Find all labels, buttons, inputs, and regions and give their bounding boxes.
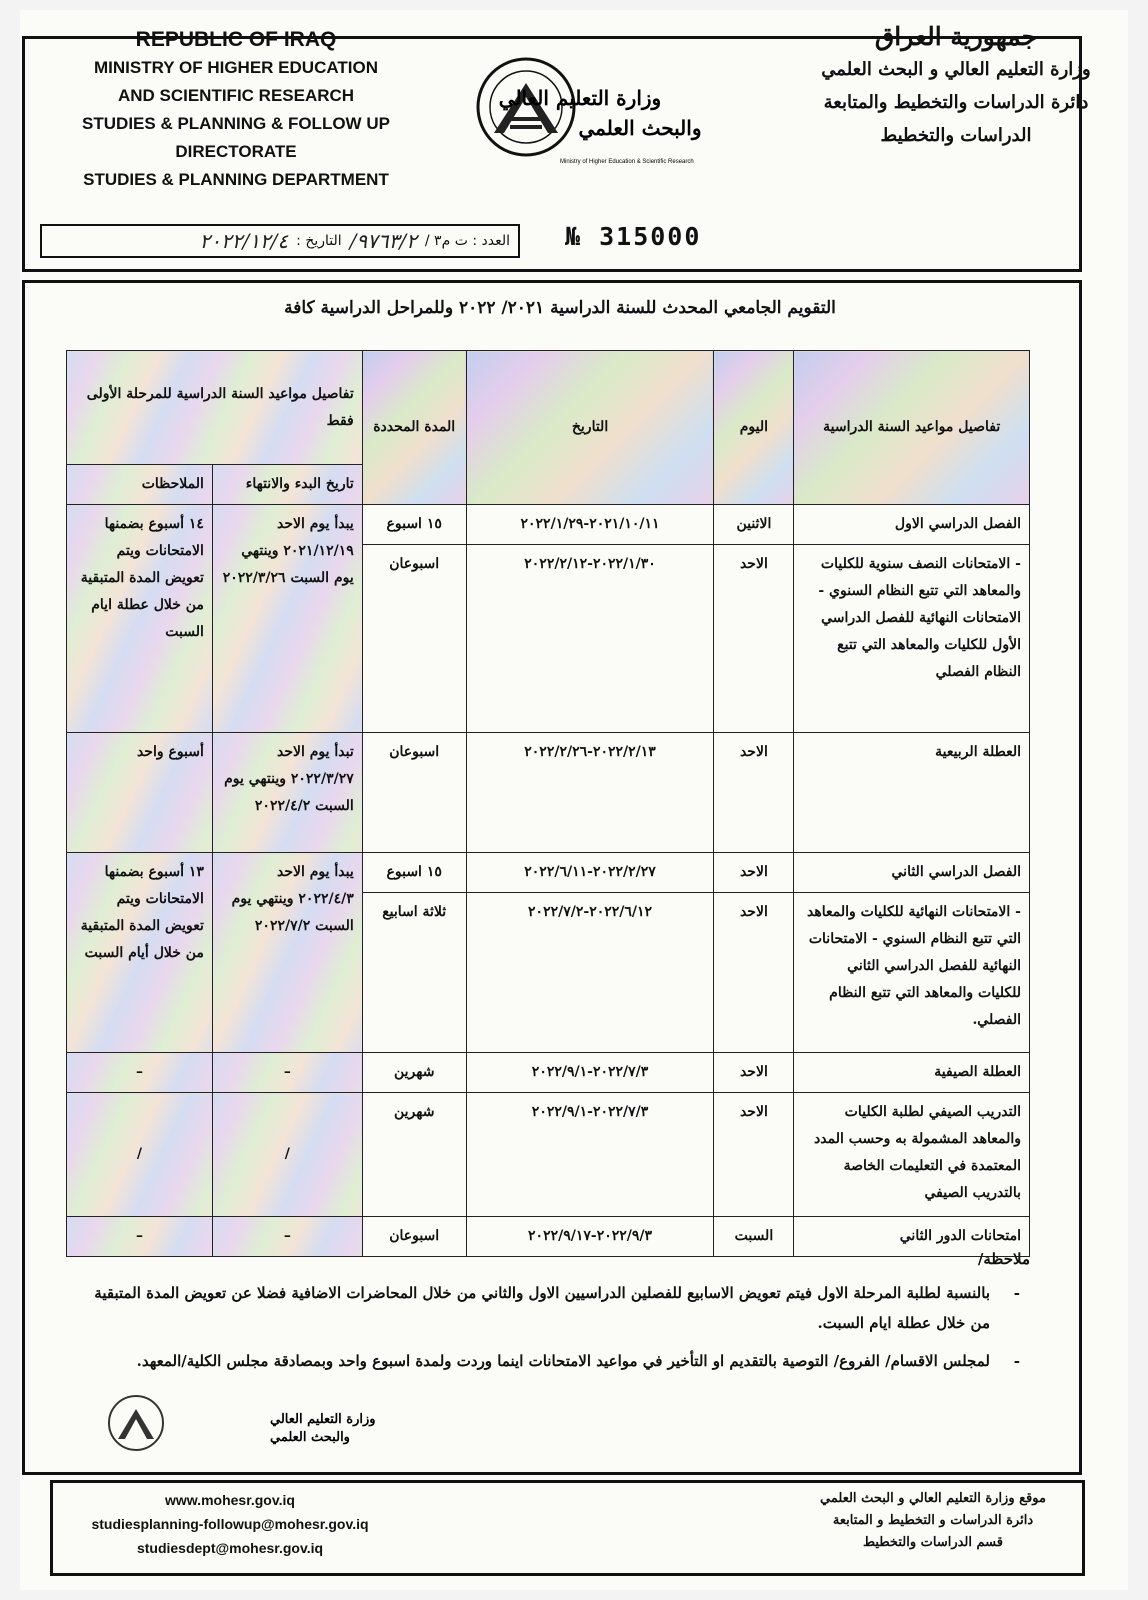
serial-number: № 315000	[565, 222, 702, 251]
cell-start-end: /	[212, 1093, 362, 1217]
country-name-ar: جمهورية العراق	[874, 22, 1038, 51]
ministry-name-line1: MINISTRY OF HIGHER EDUCATION	[94, 58, 378, 77]
note-text: بالنسبة لطلبة المرحلة الاول فيتم تعويض الاسابيع للفصلين الدراسيين الاول والثاني من خلال المحاضرات الاضافية فضلا عن تعويض المدة المتبقية من خلال عطلة ايام السبت.	[94, 1284, 990, 1332]
cell-remarks: –	[67, 1217, 213, 1257]
stamp-text-ar1: وزارة التعليم العالي	[270, 1412, 376, 1427]
table-row	[67, 733, 1030, 853]
cell-date: ٢٠٢٢/٧/٣-٢٠٢٢/٩/١	[466, 1053, 714, 1093]
table-row	[67, 1053, 1030, 1093]
cell-duration: ١٥ اسبوع	[362, 505, 466, 545]
header-remarks: الملاحظات	[67, 465, 213, 505]
bullet-dash: -	[1013, 1352, 1020, 1370]
cell-start-end: –	[212, 1053, 362, 1093]
logo-text-en: Ministry of Higher Education & Scientific Research	[560, 159, 694, 165]
cell-date: ٢٠٢٢/٦/١٢-٢٠٢٢/٧/٢	[466, 893, 714, 1053]
cell-start-end: يبدأ يوم الاحد ٢٠٢١/١٢/١٩ وينتهي يوم السبت ٢٠٢٢/٣/٢٦	[212, 505, 362, 733]
ref-date: ٢٠٢٢/١٢/٤	[199, 229, 289, 253]
cell-remarks: أسبوع واحد	[67, 733, 213, 853]
header-start-end: تاريخ البدء والانتهاء	[212, 465, 362, 505]
header-details: تفاصيل مواعيد السنة الدراسية	[794, 351, 1030, 505]
date-label: التاريخ :	[296, 233, 342, 249]
stamp-text-ar2: والبحث العلمي	[270, 1430, 350, 1445]
cell-day: الاحد	[714, 545, 794, 733]
cell-details: الفصل الدراسي الثاني	[794, 853, 1030, 893]
country-name: REPUBLIC OF IRAQ	[135, 28, 337, 51]
table-row	[67, 1093, 1030, 1217]
notes-section	[90, 1244, 1030, 1384]
cell-duration: اسبوعان	[362, 545, 466, 733]
footer-ar-line2: دائرة الدراسات و التخطيط و المتابعة	[832, 1513, 1034, 1528]
table-row	[67, 853, 1030, 893]
letterhead-arabic	[786, 20, 1126, 152]
email-studies[interactable]: studiesdept@mohesr.gov.iq	[136, 1540, 324, 1556]
header-day: اليوم	[714, 351, 794, 505]
cell-start-end: –	[212, 1217, 362, 1257]
cell-start-end: يبدأ يوم الاحد ٢٠٢٢/٤/٣ وينتهي يوم السبت ٢٠٢٢/٧/٢	[212, 853, 362, 1053]
cell-duration: ١٥ اسبوع	[362, 853, 466, 893]
department-name: STUDIES & PLANNING DEPARTMENT	[83, 170, 389, 189]
header-duration: المدة المحددة	[362, 351, 466, 505]
ministry-stamp	[100, 1385, 376, 1455]
header-date: التاريخ	[466, 351, 714, 505]
cell-details: العطلة الصيفية	[794, 1053, 1030, 1093]
logo-text-ar2: والبحث العلمي	[578, 116, 702, 140]
directorate-name-ar: دائرة الدراسات والتخطيط والمتابعة	[823, 92, 1089, 113]
notes-title: ملاحظة/	[977, 1250, 1030, 1268]
note-item	[90, 1278, 1030, 1338]
cell-details: الفصل الدراسي الاول	[794, 505, 1030, 545]
cell-details: التدريب الصيفي لطلبة الكليات والمعاهد المشمولة به وحسب المدد المعتمدة في التعليمات الخاصة بالتدريب الصيفي	[794, 1093, 1030, 1217]
note-text: لمجلس الاقسام/ الفروع/ التوصية بالتقديم او التأخير في مواعيد الامتحانات اينما وردت ولمدة اسبوع واحد وبمصادقة مجلس الكلية/المعهد.	[136, 1352, 990, 1370]
footer-ar-line1: موقع وزارة التعليم العالي و البحث العلمي	[820, 1491, 1046, 1506]
cell-day: الاحد	[714, 733, 794, 853]
website-link[interactable]: www.mohesr.gov.iq	[165, 1492, 295, 1508]
footer-arabic	[768, 1488, 1098, 1554]
cell-date: ٢٠٢٢/١/٣٠-٢٠٢٢/٢/١٢	[466, 545, 714, 733]
cell-remarks: ١٤ أسبوع بضمنها الامتحانات ويتم تعويض المدة المتبقية من خلال عطلة ايام السبت	[67, 505, 213, 733]
bullet-dash: -	[1013, 1284, 1020, 1302]
cell-date: ٢٠٢٢/٩/٣-٢٠٢٢/٩/١٧	[466, 1217, 714, 1257]
footer-ar-line3: قسم الدراسات والتخطيط	[863, 1535, 1003, 1550]
cell-remarks: –	[67, 1053, 213, 1093]
cell-date: ٢٠٢١/١٠/١١-٢٠٢٢/١/٢٩	[466, 505, 714, 545]
cell-day: الاحد	[714, 853, 794, 893]
header-first-stage: تفاصيل مواعيد السنة الدراسية للمرحلة الأولى فقط	[67, 351, 363, 465]
cell-date: ٢٠٢٢/٧/٣-٢٠٢٢/٩/١	[466, 1093, 714, 1217]
ministry-name-ar: وزارة التعليم العالي و البحث العلمي	[821, 59, 1091, 80]
cell-start-end: تبدأ يوم الاحد ٢٠٢٢/٣/٢٧ وينتهي يوم السبت ٢٠٢٢/٤/٢	[212, 733, 362, 853]
footer-contacts	[80, 1488, 380, 1560]
cell-day: الاحد	[714, 893, 794, 1053]
table-row	[67, 505, 1030, 545]
department-name-ar: الدراسات والتخطيط	[880, 125, 1032, 146]
cell-duration: شهرين	[362, 1053, 466, 1093]
document-title: التقويم الجامعي المحدث للسنة الدراسية ٢٠٢١/ ٢٠٢٢ وللمراحل الدراسية كافة	[284, 298, 836, 318]
logo-text-ar1: وزارة التعليم العالي	[498, 86, 662, 110]
ref-number: ٩٧٦٣/٢/	[349, 229, 417, 253]
cell-details: - الامتحانات النصف سنوية للكليات والمعاهد التي تتبع النظام السنوي - الامتحانات النهائية للفصل الدراسي الأول للكليات والمعاهد التي تتبع النظام الفصلي	[794, 545, 1030, 733]
cell-duration: اسبوعان	[362, 1217, 466, 1257]
table-header-row	[67, 351, 1030, 465]
reference-box	[40, 224, 520, 258]
cell-details: العطلة الربيعية	[794, 733, 1030, 853]
cell-day: الاثنين	[714, 505, 794, 545]
cell-day: الاحد	[714, 1053, 794, 1093]
cell-date: ٢٠٢٢/٢/٢٧-٢٠٢٢/٦/١١	[466, 853, 714, 893]
note-item	[90, 1346, 1030, 1376]
cell-details: - الامتحانات النهائية للكليات والمعاهد التي تتبع النظام السنوي - الامتحانات النهائية للفصل الدراسي الثاني للكليات والمعاهد التي تتبع النظام الفصلي.	[794, 893, 1030, 1053]
cell-day: السبت	[714, 1217, 794, 1257]
cell-details: امتحانات الدور الثاني	[794, 1217, 1030, 1257]
ref-label: العدد : ت م٣ /	[424, 233, 510, 249]
cell-duration: شهرين	[362, 1093, 466, 1217]
cell-day: الاحد	[714, 1093, 794, 1217]
cell-duration: اسبوعان	[362, 733, 466, 853]
letterhead-english	[26, 26, 446, 194]
cell-remarks: /	[67, 1093, 213, 1217]
cell-remarks: ١٣ أسبوع بضمنها الامتحانات ويتم تعويض المدة المتبقية من خلال أيام السبت	[67, 853, 213, 1053]
directorate-name: STUDIES & PLANNING & FOLLOW UP DIRECTORATE	[82, 114, 390, 161]
ministry-logo	[470, 35, 720, 185]
ministry-name-line2: AND SCIENTIFIC RESEARCH	[117, 86, 355, 105]
email-followup[interactable]: studiesplanning-followup@mohesr.gov.iq	[91, 1516, 369, 1532]
cell-duration: ثلاثة اسابيع	[362, 893, 466, 1053]
cell-date: ٢٠٢٢/٢/١٣-٢٠٢٢/٢/٢٦	[466, 733, 714, 853]
academic-calendar-table	[66, 350, 1030, 1257]
